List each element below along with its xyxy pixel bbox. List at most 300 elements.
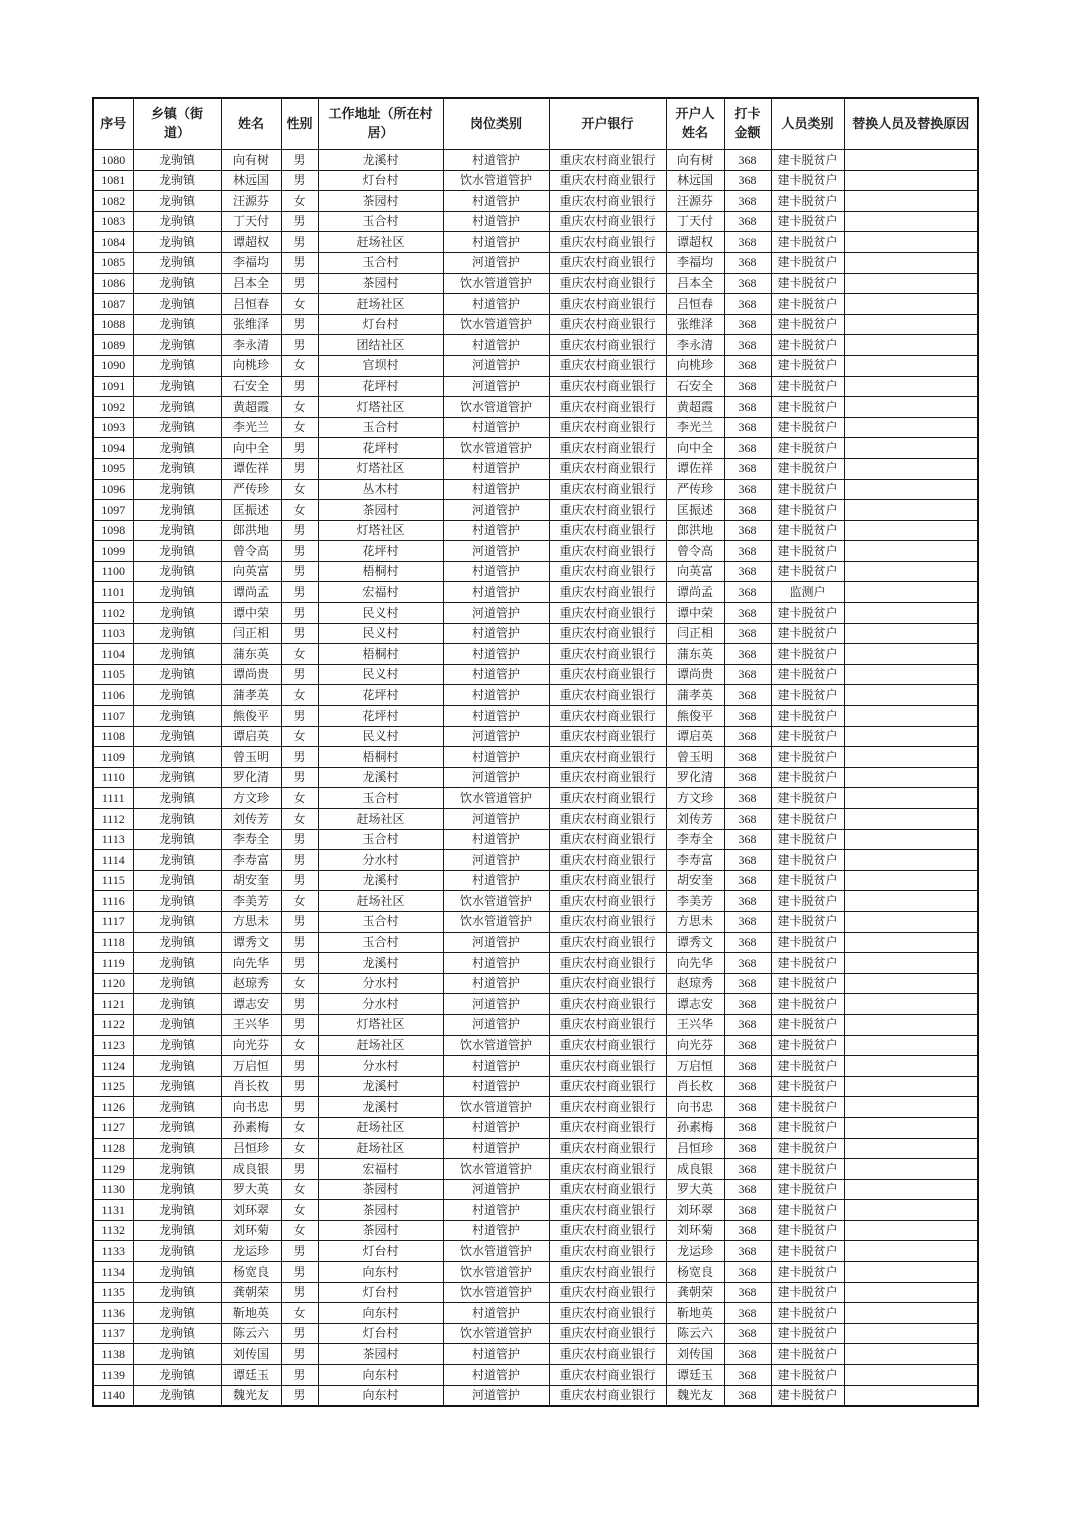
table-cell: 宏福村 [318,1159,443,1180]
table-cell: 368 [724,335,771,356]
table-cell: 368 [724,458,771,479]
table-cell: 向东村 [318,1365,443,1386]
table-cell: 男 [281,520,318,541]
table-cell: 龙驹镇 [133,603,221,624]
table-cell: 女 [281,1303,318,1324]
table-cell: 男 [281,273,318,294]
table-row [93,1179,978,1200]
table-cell: 赶场社区 [318,232,443,253]
table-cell: 男 [281,314,318,335]
table-cell: 女 [281,294,318,315]
table-cell: 建卡脱贫户 [771,1385,844,1406]
table-cell: 村道管护 [443,335,549,356]
table-cell: 熊俊平 [221,706,281,727]
table-row [93,417,978,438]
table-cell: 村道管护 [443,870,549,891]
table-cell: 368 [724,685,771,706]
table-cell: 368 [724,582,771,603]
table-row [93,603,978,624]
table-cell: 男 [281,767,318,788]
table-cell: 368 [724,1056,771,1077]
table-cell: 龙驹镇 [133,1159,221,1180]
table-cell: 建卡脱贫户 [771,829,844,850]
table-cell: 龙驹镇 [133,438,221,459]
table-cell: 重庆农村商业银行 [549,1097,666,1118]
table-cell: 368 [724,1344,771,1365]
table-cell: 向桃珍 [666,355,724,376]
table-cell: 重庆农村商业银行 [549,417,666,438]
table-cell [844,603,978,624]
table-cell: 368 [724,1323,771,1344]
table-cell: 龙驹镇 [133,1035,221,1056]
table-cell: 368 [724,294,771,315]
table-cell: 村道管护 [443,1056,549,1077]
table-cell: 龙驹镇 [133,891,221,912]
table-cell: 谭秀文 [221,932,281,953]
table-cell: 368 [724,232,771,253]
table-cell: 郎洪地 [666,520,724,541]
table-cell: 368 [724,1365,771,1386]
table-cell: 龙溪村 [318,953,443,974]
table-cell: 368 [724,726,771,747]
table-cell: 1135 [93,1282,133,1303]
column-header-name: 姓名 [221,98,281,150]
table-cell: 女 [281,191,318,212]
table-cell [844,500,978,521]
table-cell: 李寿全 [221,829,281,850]
table-cell: 368 [724,438,771,459]
table-cell: 分水村 [318,1056,443,1077]
table-row [93,664,978,685]
table-cell: 1109 [93,747,133,768]
table-cell: 村道管护 [443,1344,549,1365]
table-cell: 368 [724,170,771,191]
table-cell: 灯塔社区 [318,1014,443,1035]
table-cell: 重庆农村商业银行 [549,1262,666,1283]
table-cell: 重庆农村商业银行 [549,458,666,479]
table-cell: 重庆农村商业银行 [549,850,666,871]
table-cell: 灯塔社区 [318,397,443,418]
table-cell: 官坝村 [318,355,443,376]
table-cell: 建卡脱贫户 [771,767,844,788]
table-cell: 建卡脱贫户 [771,1138,844,1159]
table-cell: 灯台村 [318,170,443,191]
table-row [93,376,978,397]
table-row [93,1056,978,1077]
table-cell: 灯台村 [318,1241,443,1262]
table-cell: 368 [724,911,771,932]
table-cell: 建卡脱贫户 [771,1303,844,1324]
table-cell: 玉合村 [318,252,443,273]
table-cell: 女 [281,479,318,500]
table-cell: 龙驹镇 [133,191,221,212]
table-cell [844,376,978,397]
table-cell: 龙驹镇 [133,1220,221,1241]
table-cell: 建卡脱贫户 [771,541,844,562]
table-cell: 女 [281,355,318,376]
table-row [93,294,978,315]
table-cell: 龙运珍 [221,1241,281,1262]
table-cell [844,767,978,788]
table-row [93,1138,978,1159]
table-cell: 村道管护 [443,417,549,438]
table-cell: 女 [281,891,318,912]
table-cell: 女 [281,685,318,706]
table-row [93,397,978,418]
table-cell: 龙驹镇 [133,1241,221,1262]
table-row [93,314,978,335]
table-cell: 闫正相 [221,623,281,644]
table-cell: 建卡脱贫户 [771,355,844,376]
table-cell: 建卡脱贫户 [771,150,844,171]
table-row [93,932,978,953]
table-cell: 1129 [93,1159,133,1180]
table-cell: 男 [281,376,318,397]
table-cell: 罗化清 [666,767,724,788]
table-cell: 龙驹镇 [133,1365,221,1386]
table-cell: 建卡脱贫户 [771,850,844,871]
table-cell [844,973,978,994]
table-row [93,767,978,788]
table-cell: 饮水管道管护 [443,1262,549,1283]
table-cell: 1090 [93,355,133,376]
table-cell: 1100 [93,561,133,582]
table-cell: 向东村 [318,1303,443,1324]
table-cell: 饮水管道管护 [443,788,549,809]
table-cell: 建卡脱贫户 [771,973,844,994]
table-cell: 龙驹镇 [133,623,221,644]
table-cell: 曾令高 [221,541,281,562]
table-cell: 向光芬 [221,1035,281,1056]
table-cell: 龙驹镇 [133,150,221,171]
table-cell: 孙素梅 [666,1117,724,1138]
table-cell: 368 [724,561,771,582]
table-cell: 龙溪村 [318,1076,443,1097]
table-cell: 重庆农村商业银行 [549,767,666,788]
table-cell: 建卡脱贫户 [771,211,844,232]
table-cell: 男 [281,1344,318,1365]
table-cell: 重庆农村商业银行 [549,1323,666,1344]
table-cell: 建卡脱贫户 [771,953,844,974]
table-row [93,1117,978,1138]
table-cell: 368 [724,973,771,994]
table-cell: 建卡脱贫户 [771,1282,844,1303]
table-cell: 谭志安 [666,994,724,1015]
table-cell: 刘传芳 [666,809,724,830]
table-cell: 河道管护 [443,994,549,1015]
table-cell: 村道管护 [443,1076,549,1097]
table-cell: 花坪村 [318,541,443,562]
table-cell: 龙驹镇 [133,1076,221,1097]
table-cell: 河道管护 [443,726,549,747]
table-cell: 赶场社区 [318,1035,443,1056]
table-cell: 宏福村 [318,582,443,603]
table-cell: 肖长枚 [221,1076,281,1097]
table-cell: 罗大英 [221,1179,281,1200]
table-cell: 重庆农村商业银行 [549,355,666,376]
table-cell: 龙驹镇 [133,1282,221,1303]
table-cell: 吕本全 [666,273,724,294]
table-cell: 向英富 [221,561,281,582]
table-row [93,1076,978,1097]
table-cell: 饮水管道管护 [443,891,549,912]
table-cell: 男 [281,994,318,1015]
table-row [93,1323,978,1344]
table-cell [844,1035,978,1056]
table-cell: 建卡脱贫户 [771,685,844,706]
table-cell: 河道管护 [443,1179,549,1200]
table-cell: 饮水管道管护 [443,1282,549,1303]
table-cell: 368 [724,953,771,974]
table-cell: 赶场社区 [318,1117,443,1138]
table-cell [844,252,978,273]
table-cell: 女 [281,726,318,747]
table-cell: 女 [281,417,318,438]
table-cell: 向有树 [221,150,281,171]
table-cell: 重庆农村商业银行 [549,582,666,603]
table-row [93,644,978,665]
table-cell: 1120 [93,973,133,994]
table-cell: 谭廷玉 [221,1365,281,1386]
table-cell: 罗大英 [666,1179,724,1200]
table-cell: 张维泽 [666,314,724,335]
table-cell: 龙驹镇 [133,1056,221,1077]
table-cell: 重庆农村商业银行 [549,1344,666,1365]
table-cell: 村道管护 [443,1138,549,1159]
table-cell: 1101 [93,582,133,603]
table-cell: 重庆农村商业银行 [549,623,666,644]
table-cell: 1124 [93,1056,133,1077]
table-cell: 1092 [93,397,133,418]
table-cell: 村道管护 [443,520,549,541]
table-cell: 河道管护 [443,1014,549,1035]
table-cell: 李光兰 [666,417,724,438]
table-cell: 368 [724,829,771,850]
table-cell: 重庆农村商业银行 [549,500,666,521]
table-cell: 龙驹镇 [133,994,221,1015]
column-header-replacement: 替换人员及替换原因 [844,98,978,150]
table-cell: 龙驹镇 [133,932,221,953]
table-cell [844,438,978,459]
table-cell: 李美芳 [221,891,281,912]
table-cell: 1095 [93,458,133,479]
table-cell [844,479,978,500]
table-cell: 龙溪村 [318,870,443,891]
table-cell: 龙驹镇 [133,397,221,418]
table-cell: 龙驹镇 [133,232,221,253]
table-cell: 村道管护 [443,1365,549,1386]
table-cell: 1119 [93,953,133,974]
table-cell: 龙驹镇 [133,1200,221,1221]
table-cell: 靳地英 [666,1303,724,1324]
table-cell: 向光芬 [666,1035,724,1056]
table-cell: 刘传国 [666,1344,724,1365]
table-cell: 陈云六 [221,1323,281,1344]
table-cell [844,1323,978,1344]
table-row [93,582,978,603]
table-cell: 重庆农村商业银行 [549,438,666,459]
table-cell: 重庆农村商业银行 [549,829,666,850]
table-cell [844,1365,978,1386]
table-cell: 男 [281,150,318,171]
table-cell: 重庆农村商业银行 [549,541,666,562]
table-cell: 村道管护 [443,685,549,706]
table-cell: 曾玉明 [221,747,281,768]
table-cell: 分水村 [318,994,443,1015]
table-cell: 茶园村 [318,273,443,294]
table-row [93,438,978,459]
table-cell: 向有树 [666,150,724,171]
table-cell: 重庆农村商业银行 [549,644,666,665]
table-cell: 建卡脱贫户 [771,1117,844,1138]
table-cell: 龙驹镇 [133,1323,221,1344]
table-cell [844,911,978,932]
table-cell: 龙驹镇 [133,706,221,727]
table-cell: 男 [281,582,318,603]
table-cell: 368 [724,994,771,1015]
table-cell: 龙驹镇 [133,809,221,830]
table-cell: 建卡脱贫户 [771,458,844,479]
table-cell: 368 [724,644,771,665]
table-cell: 女 [281,973,318,994]
table-cell: 建卡脱贫户 [771,932,844,953]
table-cell: 龙驹镇 [133,541,221,562]
table-cell: 刘传国 [221,1344,281,1365]
table-cell [844,891,978,912]
table-cell: 王兴华 [666,1014,724,1035]
table-cell: 重庆农村商业银行 [549,150,666,171]
table-cell: 368 [724,891,771,912]
table-row [93,953,978,974]
table-row [93,1014,978,1035]
table-cell: 分水村 [318,850,443,871]
table-row [93,170,978,191]
table-cell: 建卡脱贫户 [771,170,844,191]
table-cell: 368 [724,809,771,830]
table-cell: 1102 [93,603,133,624]
table-cell: 重庆农村商业银行 [549,252,666,273]
table-row [93,252,978,273]
table-cell: 368 [724,273,771,294]
table-cell: 重庆农村商业银行 [549,232,666,253]
table-cell: 女 [281,1179,318,1200]
table-cell [844,1138,978,1159]
table-cell [844,994,978,1015]
table-cell: 茶园村 [318,1200,443,1221]
table-cell: 女 [281,1200,318,1221]
table-cell: 1108 [93,726,133,747]
header-row [93,98,978,150]
table-cell: 建卡脱贫户 [771,191,844,212]
table-cell: 胡安奎 [221,870,281,891]
table-cell: 李永清 [666,335,724,356]
table-cell: 谭超权 [221,232,281,253]
table-row [93,788,978,809]
table-cell: 饮水管道管护 [443,1097,549,1118]
table-cell: 龙驹镇 [133,726,221,747]
table-cell: 龙驹镇 [133,211,221,232]
table-row [93,706,978,727]
table-cell: 重庆农村商业银行 [549,891,666,912]
table-cell: 向书忠 [666,1097,724,1118]
table-cell: 368 [724,870,771,891]
table-cell: 龙驹镇 [133,355,221,376]
table-cell: 重庆农村商业银行 [549,603,666,624]
table-row [93,870,978,891]
table-cell: 刘环翠 [221,1200,281,1221]
table-cell: 灯台村 [318,314,443,335]
table-cell: 重庆农村商业银行 [549,335,666,356]
table-cell: 河道管护 [443,376,549,397]
table-cell: 368 [724,1385,771,1406]
table-cell: 赵琼秀 [666,973,724,994]
table-cell: 1140 [93,1385,133,1406]
table-cell: 魏光友 [221,1385,281,1406]
table-cell: 1118 [93,932,133,953]
table-cell [844,747,978,768]
table-cell: 重庆农村商业银行 [549,561,666,582]
table-cell [844,191,978,212]
table-cell: 村道管护 [443,644,549,665]
table-cell: 村道管护 [443,747,549,768]
table-cell: 龙驹镇 [133,458,221,479]
table-cell: 男 [281,1076,318,1097]
table-cell: 重庆农村商业银行 [549,294,666,315]
table-row [93,726,978,747]
table-row [93,1200,978,1221]
table-cell: 建卡脱贫户 [771,273,844,294]
table-cell: 赵琼秀 [221,973,281,994]
table-cell: 1139 [93,1365,133,1386]
table-cell: 曾令高 [666,541,724,562]
table-row [93,1344,978,1365]
table-cell: 重庆农村商业银行 [549,932,666,953]
table-cell: 龙驹镇 [133,335,221,356]
table-cell: 重庆农村商业银行 [549,479,666,500]
table-cell: 河道管护 [443,355,549,376]
table-cell: 罗化清 [221,767,281,788]
table-cell: 龙驹镇 [133,273,221,294]
table-cell: 饮水管道管护 [443,1159,549,1180]
table-cell: 林远国 [221,170,281,191]
table-cell: 村道管护 [443,829,549,850]
table-cell: 1107 [93,706,133,727]
table-row [93,232,978,253]
table-cell: 石安全 [221,376,281,397]
column-header-amount: 打卡 金额 [724,98,771,150]
table-cell: 男 [281,211,318,232]
table-cell: 玉合村 [318,788,443,809]
table-cell: 谭佐祥 [666,458,724,479]
table-cell: 1099 [93,541,133,562]
table-cell [844,932,978,953]
table-cell: 分水村 [318,973,443,994]
table-cell: 368 [724,1097,771,1118]
table-cell: 368 [724,376,771,397]
table-cell: 谭启英 [221,726,281,747]
table-cell: 李寿全 [666,829,724,850]
table-cell [844,1344,978,1365]
table-cell: 重庆农村商业银行 [549,1220,666,1241]
table-cell: 丁天付 [666,211,724,232]
table-cell: 1093 [93,417,133,438]
table-cell: 建卡脱贫户 [771,623,844,644]
table-cell: 李福均 [666,252,724,273]
table-cell: 梧桐村 [318,644,443,665]
table-cell: 368 [724,1220,771,1241]
table-cell: 重庆农村商业银行 [549,973,666,994]
table-cell: 村道管护 [443,706,549,727]
